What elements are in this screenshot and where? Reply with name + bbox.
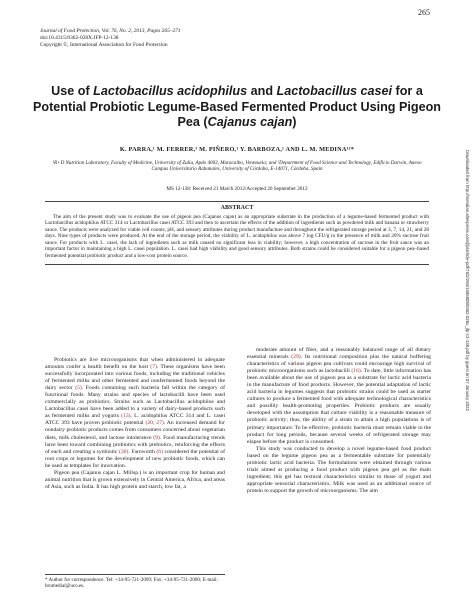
journal-citation: Journal of Food Protection, Vol. 76, No. 2, 2013, Pages 265–271 [40, 28, 181, 34]
title-species: Lactobacillus casei [276, 84, 393, 98]
title-species: Cajanus cajan [207, 115, 293, 129]
journal-copyright: Copyright ©, International Association for Food Protection [40, 42, 168, 48]
title-part: Use of [51, 84, 94, 98]
text-run: . To date, little information has been available about the use of pigeon pea as a substrate for lactic acid bacteria in the manufacture of food products. However, the potential adaptation of lactic acid bacteria in legumes suggests that probiotic strains could be used as starter cultures to produce a fermented food with adequate technological characteristics and possibly health-promoting properties. Probiotic products are usually developed with the assumption that culture viability is a reasonable measure of probiotic activity; thus, the ability of a strain to attain a high populations is of primary importance. To be effective, probiotic bacteria must remain viable in the product for long periods, because several weeks of refrigerated storage may elapse before the product is consumed. [247, 368, 431, 445]
abstract-section [45, 201, 429, 265]
text-run: . Foods containing such bacteria fall within the category of functional foods. Many strains and species of lactobacilli have been used commercially as probiotics. Strains such as Lactobacillus acidophilus and Lactobacillus casei have been added to a variety of dairy-based products such as fermented milks and yogurts [45, 385, 225, 420]
manuscript-info: MS 12-138: Received 21 March 2012/Accepted 26 September 2012 [166, 186, 308, 192]
body-column-right [247, 347, 431, 495]
text-run: moderate amount of fiber, and a reasonably balanced range of all dietary essential minerals [247, 347, 431, 361]
reference-link[interactable]: (29) [291, 354, 301, 361]
paragraph: This study was conducted to develop a novel legume-based food product based on the legume pigeon pea as a fermentable substrate for potentially probiotic lactic acid bacteria. The formulations were obtained through various trials aimed at producing a food product with pigeon pea gel as the main ingredient; this gel has textural characteristics similar to those of yogurt and appropriate sensorial characteristics. Milk was used as an additional source of protein to support the growth of microorganisms. The aim [247, 445, 431, 494]
title-species: Lactobacillus acidophilus [93, 84, 248, 98]
reference-link[interactable]: (5) [75, 385, 82, 392]
text-run: . An increased demand for nondairy probiotic products comes from consumers concerned about vegetarian diets, milk cholesterol, and lactose intolerance [45, 420, 225, 441]
reference-link[interactable]: (16) [351, 368, 361, 375]
correspondence-footnote: * Author for correspondence. Tel: +34-95-721-2009; Fax: +34-95-721-2000; E-mail: bromedial@uco.es. [45, 574, 225, 589]
page-number: 265 [418, 8, 430, 17]
author-affiliations: ¹R+D Nutrition Laboratory, Faculty of Medicine, University of Zulia, Apdo 4003, Maracaibo, Venezuela; and ²Department of Food Science and Technology, Edificio Darwin, Anexo Campus Universitario Rabanales, University of Córdoba, E-14071, Córdoba, Spain [52, 160, 422, 173]
paragraph: Pigeon pea (Cajanus cajan L. Millsp.) is an important crop for human and animal nutrition that is grown extensively in Central America, Africa, and areas of Asia, such as India. It has high protein and starch, low fat, a [45, 469, 225, 490]
reference-link[interactable]: (9) [153, 434, 160, 441]
abstract-heading: ABSTRACT [220, 205, 254, 211]
reference-link[interactable]: (6) [156, 448, 163, 455]
paragraph [247, 347, 431, 446]
reference-link[interactable]: (7) [150, 364, 157, 371]
paragraph [45, 357, 225, 470]
reference-link[interactable]: (13) [121, 413, 131, 420]
text-run: . Food manufacturing trends have been toward combining probiotics with prebiotics, reinforcing the effects of each and creating a synbiotic [45, 434, 225, 455]
download-note: Downloaded from http://meridian.allenpress.com/jfp/article-pdf/76/2/265/1685808/0362-028x_jfp-12-138.pdf by guest on 07 January 2022 [465, 150, 470, 411]
journal-doi: doi:10.4315/0362-028X.JFP-12-138 [40, 35, 119, 41]
journal-header [40, 28, 181, 49]
abstract-text: The aim of the present study was to evaluate the use of pigeon pea (Cajanus cajan) as an appropriate substrate in the production of a legume-based fermented product with Lactobacillus acidophilus ATCC 314 or Lactobacillus casei ATCC 393 and then to ascertain the effects of the addition of ingredients such as powdered milk and banana or strawberry sauce. The products were analyzed for viable cell counts, pH, and sensory attributes during product manufacture and throughout the refrigerated storage period at 3, 7, 14, 21, and 28 days. Nine types of products were produced. At the end of the storage period, the viability of L. acidophilus was above 7 log CFU/g in the presence of milk and 20% sucrose fruit sauce. For products with L. casei, the lack of ingredients such as milk caused no significant loss in viability; however, a high concentration of sucrose in the fruit sauce was an important factor in maintaining a high L. casei population. L. casei had high viability and good sensory attributes. Both strains could be considered suitable for a pigeon pea–based fermented potential probiotic product and a low-cost protein source. [45, 214, 429, 259]
text-run: . These organisms have been successfully incorporated into various foods, including the traditional vehicles of fermented milks and other fermented and nonfermented foods beyond the dairy sector [45, 364, 225, 392]
title-part: and [247, 84, 277, 98]
text-run: . Farnworth [128, 448, 157, 455]
title-part: ) [292, 115, 297, 129]
text-run: . Its nutritional composition plus the natural buffering characteristics of various pigeon pea cultivars could encourage high survival of probiotic microorganisms such as lactobacilli [247, 354, 431, 375]
download-watermark [463, 150, 471, 485]
reference-link[interactable]: (30) [118, 448, 129, 455]
reference-link[interactable]: (20, 27) [145, 420, 164, 427]
body-column-left [45, 357, 225, 491]
article-title [30, 84, 444, 131]
text-run: . L. acidophilus ATCC 314 and L. casei ATCC 393 have proven probiotic potential [45, 413, 226, 427]
author-list: K. PARRA,¹ M. FERRER,¹ M. PIÑERO,¹ Y. BARBOZA,¹ AND L. M. MEDINA¹²* [119, 146, 355, 153]
text-run: considered the potential of root crops or legumes for the development of new probiotic foods, which can be used as templates for innovation. [45, 448, 225, 469]
text-run: Probiotics are live microorganisms that when administered in adequate amounts confer a health benefit on the host [45, 357, 225, 371]
title-part: for a Potential Probiotic Legume-Based Fermented Product Using Pigeon Pea ( [33, 84, 441, 129]
